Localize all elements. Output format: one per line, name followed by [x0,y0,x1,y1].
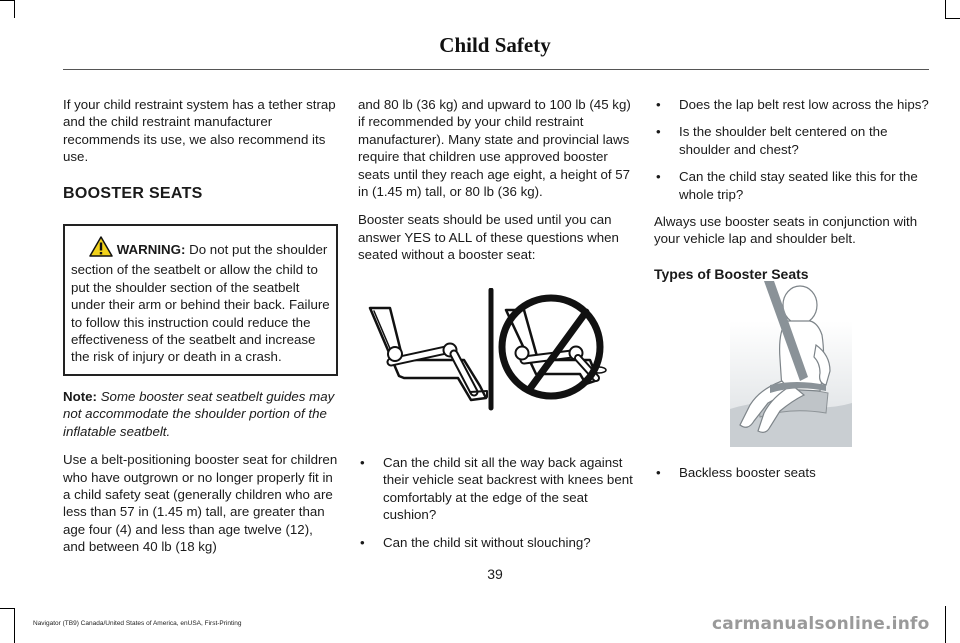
warning-box [63,224,338,376]
crop-mark [14,0,15,18]
page-number: 39 [487,566,503,582]
warning-triangle-icon [89,236,113,261]
note-label: Note: [63,388,97,404]
questions-list-b [654,96,931,203]
crop-mark [14,608,15,643]
section-heading: BOOSTER SEATS [63,184,203,202]
types-list [654,464,931,481]
questions-intro: Booster seats should be used until you can answer YES to ALL of these questions when seated without a booster seat: [358,212,619,263]
edition-footer: Navigator (TB9) Canada/United States of America, enUSA, First-Printing [33,620,242,627]
seat-posture-svg [366,288,616,413]
column-3 [654,96,931,283]
seat-posture-illustration [366,288,616,413]
column-1 [63,96,338,567]
questions-list-a [358,454,633,551]
always-use-paragraph: Always use booster seats in conjunction with your vehicle lap and shoulder belt. [654,214,918,247]
list-item: • Can the child sit all the way back against their vehicle seat backrest with knees bent comfortably at the edge of the seat cushion? [358,454,633,524]
list-item: • Can the child sit without slouching? [358,534,633,551]
usage-continued-paragraph: and 80 lb (36 kg) and upward to 100 lb (45 kg) if recommended by your child restraint manufacturer). Many state and provincial laws require that children use approved booster seats until they reach age eight, a height of 57 in (1.45 m) tall, or 80 lb (36 kg). [358,97,631,200]
warning-label: WARNING: [116,242,186,258]
backless-booster-svg [730,281,852,447]
list-item: • Does the lap belt rest low across the hips? [654,96,931,113]
note-paragraph [63,388,338,440]
column-2 [358,96,633,275]
crop-mark [945,0,946,18]
header-rule [63,69,929,70]
page-title: Child Safety [439,33,551,57]
tether-paragraph: If your child restraint system has a tether strap and the child restraint manufacturer recommends its use, we also recommend its use. [63,97,336,165]
crop-mark [0,0,14,1]
column-2-bullets [358,454,633,561]
watermark: carmanualsonline.info [712,614,930,634]
types-heading: Types of Booster Seats [654,265,809,282]
warning-text: Do not put the shoulder section of the seatbelt or allow the child to put the shoulder section of the seatbelt under their arm or behind their back. Failure to follow this instruction could reduce the effectiveness of the seatbelt and increase the risk of injury or death in a crash. [71,242,330,365]
note-text: Some booster seat seatbelt guides may not accommodate the shoulder portion of the inflatable seatbelt. [63,388,335,439]
crop-mark [0,608,14,609]
list-item: • Is the shoulder belt centered on the shoulder and chest? [654,123,931,158]
crop-mark [945,18,960,19]
list-item: • Backless booster seats [654,464,931,481]
list-item: • Can the child stay seated like this for the whole trip? [654,168,931,203]
usage-paragraph: Use a belt-positioning booster seat for children who have outgrown or no longer properly fit in a child safety seat (generally children who are less than 57 in (1.45 m) tall, are greater than age four (4) and less than age twelve (12), and between 40 lb (18 kg) [63,452,338,555]
crop-mark [945,606,946,643]
backless-booster-illustration [730,281,852,447]
column-3-bullets [654,464,931,491]
